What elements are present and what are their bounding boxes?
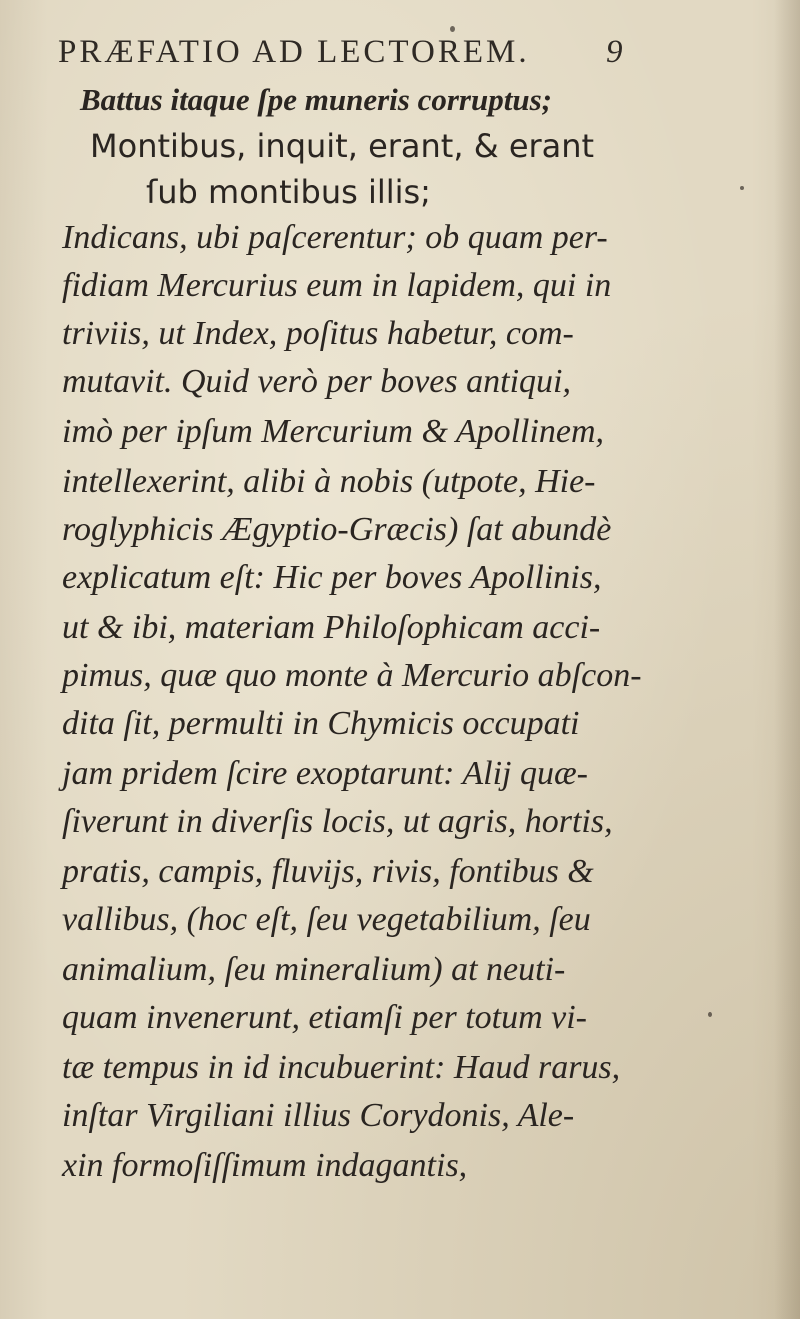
- text-line: intellexerint, alibi à nobis (utpote, Hie-: [62, 463, 596, 500]
- text-line: xin formoſiſſimum indagantis,: [62, 1147, 468, 1184]
- text-line: explicatum eſt: Hic per boves Apollinis,: [62, 559, 602, 596]
- text-line: pimus, quæ quo monte à Mercurio abſcon-: [62, 657, 642, 694]
- ink-speck: [450, 26, 455, 32]
- text-line: inſtar Virgiliani illius Corydonis, Ale-: [62, 1097, 575, 1134]
- text-line: quam invenerunt, etiamſi per totum vi-: [62, 999, 588, 1036]
- ink-speck: [740, 186, 744, 190]
- text-line: vallibus, (hoc eſt, ſeu vegetabilium, ſeu: [62, 901, 591, 938]
- text-line: Battus itaque ſpe muneris corruptus;: [80, 82, 552, 117]
- text-line: tæ tempus in id incubuerint: Haud rarus,: [62, 1049, 621, 1086]
- ink-speck: [708, 1012, 712, 1017]
- page-edge-shadow: [774, 0, 800, 1319]
- text-line: roglyphicis Ægyptio-Græcis) ſat abundè: [62, 511, 612, 548]
- text-line: animalium, ſeu mineralium) at neuti-: [62, 951, 566, 988]
- text-line: jam pridem ſcire exoptarunt: Alij quæ-: [62, 755, 588, 792]
- text-line: Montibus, inquit, erant, & erant: [90, 127, 595, 165]
- text-line: ut & ibi, materiam Philoſophicam acci-: [62, 609, 601, 646]
- text-line: triviis, ut Index, poſitus habetur, com-: [62, 315, 574, 352]
- text-line: pratis, campis, fluvijs, rivis, fontibus &: [62, 853, 594, 890]
- page-header: [58, 24, 658, 74]
- running-head: PRÆFATIO AD LECTOREM.: [58, 34, 530, 70]
- text-line: ſiverunt in diverſis locis, ut agris, hortis,: [62, 803, 613, 840]
- text-line: Indicans, ubi paſcerentur; ob quam per-: [62, 219, 608, 256]
- text-line: imò per ipſum Mercurium & Apollinem,: [62, 413, 605, 450]
- page-number: 9: [606, 34, 623, 70]
- text-line: fidiam Mercurius eum in lapidem, qui in: [62, 267, 612, 304]
- text-line: mutavit. Quid verò per boves antiqui,: [62, 363, 571, 400]
- text-line: dita ſit, permulti in Chymicis occupati: [62, 705, 580, 742]
- text-line: ſub montibus illis;: [146, 173, 431, 211]
